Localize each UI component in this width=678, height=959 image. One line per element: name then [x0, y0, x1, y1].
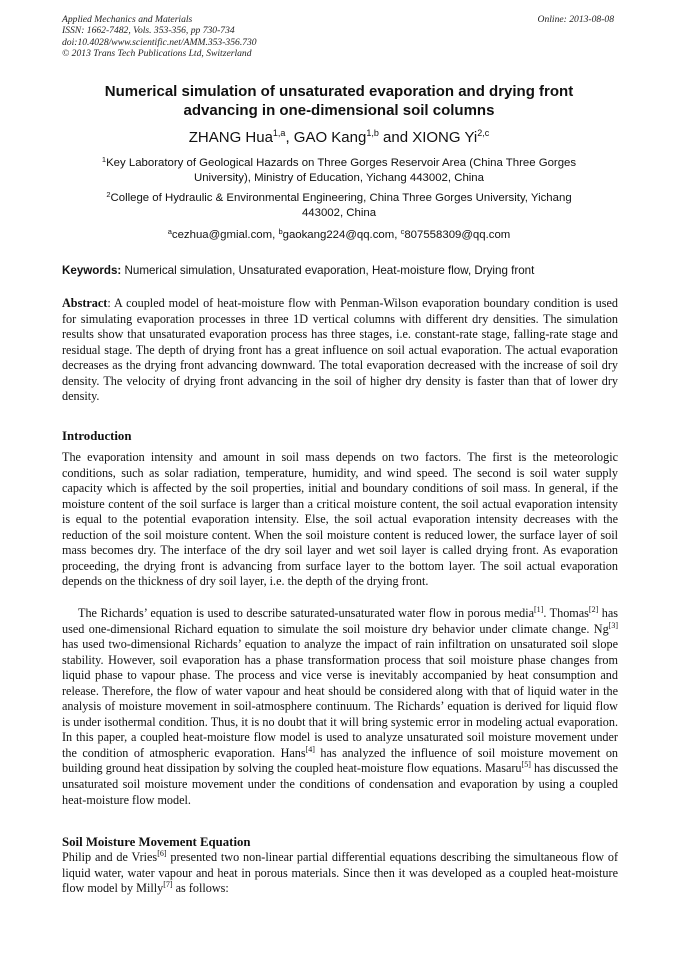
author-affiliation-mark: 2,c — [477, 128, 490, 138]
keywords — [62, 263, 618, 278]
paper-title — [62, 82, 616, 120]
abstract-text: : A coupled model of heat-moisture flow with Penman-Wilson evaporation boundary condition is used for simulating evaporation processes in three 1D vertical columns with different dry densities. The simulation results show that unsaturated evaporation process has three stages, i.e. constant-rate stage, falling-rate stage and residual stage. The depth of drying front has a great influence on soil actual evaporation. The actual evaporation decreases as the drying front advancing downward. The total evaporation decreased with the increase of soil dry density. The velocity of drying front advancing in the soil of higher dry density is faster than that of lower dry density. — [62, 296, 618, 404]
citation[interactable]: [3] — [608, 620, 618, 630]
affiliation-mark: 1 — [101, 155, 107, 164]
author-name: XIONG Yi — [412, 129, 478, 146]
author-email[interactable]: 807558309@qq.com — [404, 229, 511, 241]
author-affiliation-mark: 1,b — [366, 128, 379, 138]
abstract-label: Abstract — [62, 296, 108, 310]
author-name: ZHANG Hua — [188, 129, 273, 146]
email-mark: b — [278, 227, 283, 236]
author-separator: , — [285, 129, 294, 146]
author-affiliation-mark: 1,a — [272, 128, 286, 138]
author-emails: $^a$cezhua@gmial.com, $^b$gaokang224@qq.com, $^c$807558309@qq.com — [167, 227, 511, 241]
citation[interactable]: [1] — [534, 605, 544, 614]
affiliation-line: $^1$Key Laboratory of Geological Hazards on Three Gorges Reservoir Area (China Three Gorges — [101, 155, 577, 169]
affiliation-mark: 2 — [106, 190, 111, 199]
affiliation-line: 443002, China — [301, 207, 377, 220]
paper-title-line-2: advancing in one-dimensional soil columns — [183, 102, 495, 119]
citation[interactable]: [2] — [588, 605, 599, 614]
affiliation-1 — [62, 156, 616, 186]
email-mark: a — [167, 227, 172, 236]
introduction-heading: Introduction — [62, 429, 132, 443]
journal-doi: doi:10.4028/www.scientific.net/AMM.353-356.730 — [62, 36, 257, 48]
soil-moisture-heading: Soil Moisture Movement Equation — [62, 835, 251, 849]
affiliation-line: University), Ministry of Education, Yichang 443002, China — [194, 172, 484, 185]
citation[interactable]: [4] — [305, 744, 315, 754]
author-email[interactable]: gaokang224@qq.com — [282, 229, 395, 241]
journal-copyright: © 2013 Trans Tech Publications Ltd, Switzerland — [62, 48, 252, 60]
introduction-paragraph-1: The evaporation intensity and amount in soil mass depends on two factors. The first is the meteorologic conditions, such as solar radiation, temperature, humidity, and wind speed. The second is soil water supply capacity which is affected by the soil properties, initial and boundary conditions of soil mass. In general, if the moisture content of the soil surface is larger than a critical moisture content, the soil actual evaporation intensity is equal to the potential evaporation intensity. Else, the soil actual evaporation intensity decreases with the reduction of the soil moisture content. When the soil moisture content is reduced lower, the surface layer of soil mass becomes dry. The interface of the dry soil layer and wet soil layer is called drying front. As evaporation proceeding, the drying front is advancing from surface layer to the bottom layer. The soil actual evaporation depends on the thickness of dry soil layer, i.e. the depth of the drying front. — [62, 450, 618, 589]
journal-issn: ISSN: 1662-7482, Vols. 353-356, pp 730-734 — [62, 25, 235, 37]
affiliation-line: $^2$College of Hydraulic & Environmental Engineering, China Three Gorges University, Yichang — [106, 190, 572, 204]
paper-title-line-1: Numerical simulation of unsaturated evaporation and drying front — [104, 83, 574, 100]
soil-moisture-paragraph-1: Philip and de Vries[6] presented two non-linear partial differential equations describing the simultaneous flow of liquid water, water vapour and heat in porous materials. Since then it was developed as a coupled heat-moisture flow model by Milly[7] as follows: — [62, 849, 619, 896]
citation[interactable]: [6] — [157, 849, 167, 858]
citation[interactable]: [5] — [521, 760, 531, 770]
abstract — [62, 296, 618, 405]
journal-header — [62, 14, 618, 60]
citation[interactable]: [7] — [163, 880, 173, 890]
affiliation-2 — [62, 191, 616, 221]
keywords-text: Numerical simulation, Unsaturated evaporation, Heat-moisture flow, Drying front — [121, 264, 535, 277]
author-separator: and — [378, 129, 413, 146]
email-mark: c — [400, 227, 405, 236]
keywords-label: Keywords: — [62, 264, 122, 277]
author-email[interactable]: cezhua@gmial.com — [171, 229, 273, 241]
author-list — [62, 129, 616, 147]
online-date: Online: 2013-08-08 — [537, 14, 614, 25]
introduction-paragraph-2: The Richards’ equation is used to describe saturated-unsaturated water flow in porous media[1]. Thomas[2] has used one-dimensional Richard equation to simulate the soil moisture dry behavior under climate change. Ng[3] has used two-dimensional Richards’ equation to analyze the impact of rain infiltration on unsaturated soil slope stability. However, soil evaporation has a phase transformation process that soil moisture phase changes from liquid phase to vapour phase. The process and vice verse is inevitably accompanied by heat consumption and release. Therefore, the flow of water vapour and heat should be considered along with that of liquid water in the analysis of moisture movement in soil-atmosphere continuum. The Richards’ equation is derived for liquid flow is under isothermal condition. Thus, it is no doubt that it will bring systemic error in modeling actual evaporation. In this paper, a coupled heat-moisture flow model is used to analyze unsaturated soil moisture movement under the condition of atmospheric evaporation. Hans[4] has analyzed the influence of soil moisture movement on building ground heat dissipation by solving the coupled heat-moisture flow equations. Masaru[5] has discussed the unsaturated soil moisture movement under the conditions of condensation and evaporation by using a coupled heat-moisture flow model. — [62, 605, 619, 807]
journal-name: Applied Mechanics and Materials — [62, 14, 193, 25]
author-name: GAO Kang — [293, 129, 367, 146]
